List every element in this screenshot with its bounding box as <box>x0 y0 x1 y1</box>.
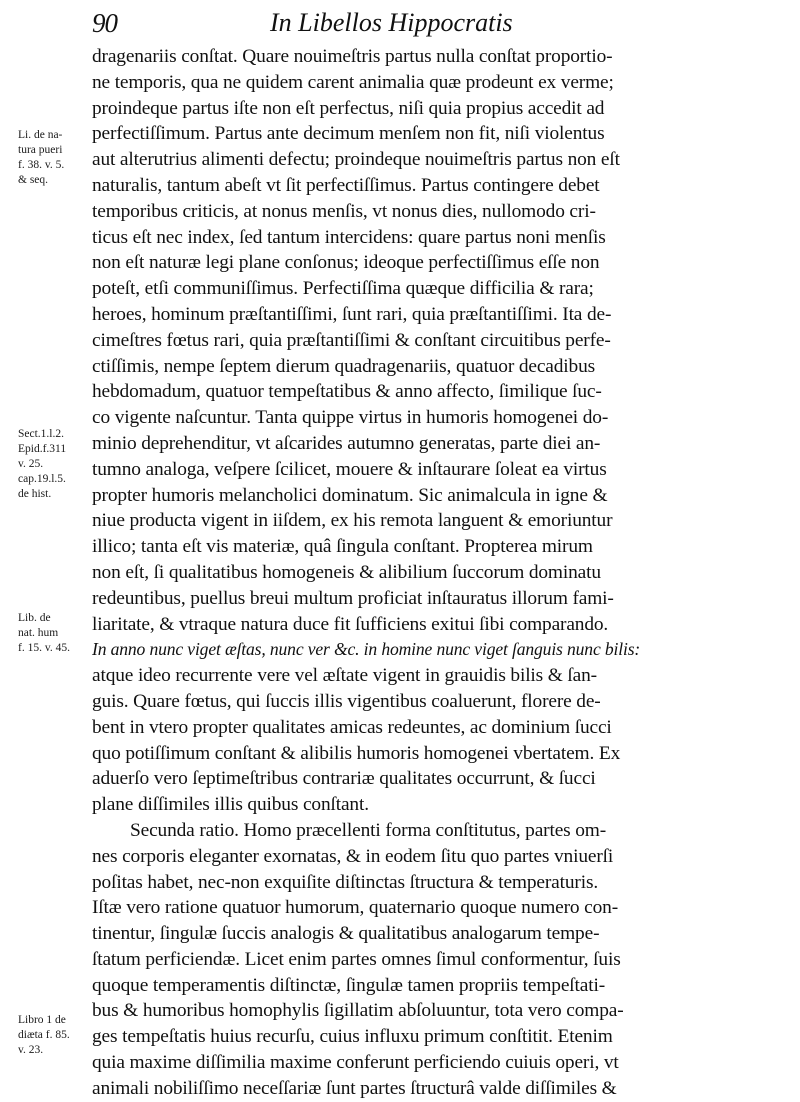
text-line: guis. Quare fœtus, qui ſuccis illis vigentibus coaluerunt, florere de- <box>92 690 601 712</box>
text-line: aut alterutrius alimenti defectu; proindeque nouimeſtris partus non eſt <box>92 149 620 171</box>
text-line: redeuntibus, puellus breui multum proficiat inſtauratus illorum fami- <box>92 587 614 609</box>
text-line: minio deprehenditur, vt aſcarides autumno generatas, parte diei an- <box>92 432 601 454</box>
margin-note-epidemics: Sect.1.l.2. Epid.f.311 v. 25. cap.19.l.5. de hist. <box>18 428 67 500</box>
text-line: bus & humoribus homophylis ſigillatim abſoluuntur, tota vero compa- <box>92 1000 624 1022</box>
text-line: proindeque partus iſte non eſt perfectus, niſi quia propius accedit ad <box>92 97 605 119</box>
text-line: aduerſo vero ſeptimeſtribus contrariæ qualitates occurrunt, & ſucci <box>92 768 596 790</box>
text-line: ctiſſimis, nempe ſeptem dierum quadragenariis, quatuor decadibus <box>92 355 596 377</box>
text-line: tinentur, ſingulæ ſuccis analogis & qualitatibus analogarum tempe- <box>92 923 600 945</box>
text-line: ne temporis, qua ne quidem carent animalia quæ prodeunt ex verme; <box>92 71 614 93</box>
running-head: In Libellos Hippocratis <box>270 8 513 37</box>
text-line: naturalis, tantum abeſt vt ſit perfectiſſimus. Partus contingere debet <box>92 174 600 196</box>
text-line: Iſtæ vero ratione quatuor humorum, quaternario quoque numero con- <box>92 897 619 919</box>
text-line: temporibus criticis, at nonus menſis, vt nonus dies, nullomodo cri- <box>92 200 596 222</box>
text-line: quoque temperamentis diſtinctæ, ſingulæ tamen propriis tempeſtati- <box>92 974 606 996</box>
margin-note-de-diaeta: Libro 1 de diæta f. 85. v. 23. <box>18 1014 70 1056</box>
text-line: poſitas habet, nec-non exquiſite diſtinctas ſtructura & temperaturis. <box>92 871 599 893</box>
text-line: non eſt, ſi qualitatibus homogeneis & alibilium ſuccorum dominatu <box>92 561 601 583</box>
text-line: propter humoris melancholici dominatum. Sic animalcula in igne & <box>92 484 608 506</box>
paragraph-start-line: Secunda ratio. Homo præcellenti forma conſtitutus, partes om- <box>130 819 607 841</box>
italic-quotation-line: In anno nunc viget æſtas, nunc ver &c. in homine nunc viget ſanguis nunc bilis: <box>92 639 641 660</box>
text-line: plane diſſimiles illis quibus conſtant. <box>92 794 369 816</box>
text-line: quia maxime diſſimilia maxime conferunt perficiendo cuiuis operi, vt <box>92 1052 619 1074</box>
text-line: dragenariis conſtat. Quare nouimeſtris partus nulla conſtat proportio- <box>92 46 613 67</box>
margin-note-de-natura-hominis: Lib. de nat. hum f. 15. v. 45. <box>18 612 70 654</box>
text-line: ges tempeſtatis huius recurſu, cuius influxu primum conſtitit. Etenim <box>92 1026 613 1048</box>
text-line: tumno analoga, veſpere ſcilicet, mouere & inſtaurare ſoleat ea virtus <box>92 458 607 480</box>
text-line: heroes, hominum præſtantiſſimi, ſunt rari, quia præſtantiſſimi. Ita de- <box>92 303 612 325</box>
text-line: animali nobiliſſimo neceſſariæ ſunt partes ſtructurâ valde diſſimiles & <box>92 1077 617 1099</box>
text-line: bent in vtero propter qualitates amicas redeuntes, ac dominium ſucci <box>92 716 612 738</box>
page-number: 90 <box>92 8 117 38</box>
text-line: ticus eſt nec index, ſed tantum intercidens: quare partus noni menſis <box>92 226 606 248</box>
margin-note-de-natura-pueri: Li. de na- tura pueri f. 38. v. 5. & seq. <box>18 129 65 186</box>
text-line: hebdomadum, quatuor tempeſtatibus & anno affecto, ſimilique ſuc- <box>92 381 602 403</box>
text-line: liaritate, & vtraque natura duce fit ſufficiens exitui ſibi comparando. <box>92 613 609 635</box>
text-line: nes corporis eleganter exornatas, & in eodem ſitu quo partes vniuerſi <box>92 845 614 867</box>
text-line: illico; tanta eſt vis materiæ, quâ ſingula conſtant. Propterea mirum <box>92 536 593 558</box>
text-line: non eſt naturæ legi plane conſonus; ideoque perfectiſſimus eſſe non <box>92 252 600 274</box>
text-line: niue producta vigent in iiſdem, ex his remota languent & emoriuntur <box>92 510 613 532</box>
text-line: ſtatum perficiendæ. Licet enim partes omnes ſimul conformentur, ſuis <box>92 948 621 970</box>
text-line: poteſt, etſi communiſſimus. Perfectiſſima quæque difficilia & rara; <box>92 278 594 300</box>
text-line: perfectiſſimum. Partus ante decimum menſem non fit, niſi violentus <box>92 123 605 145</box>
text-line: quo potiſſimum conſtant & alibilis humoris homogenei vbertatem. Ex <box>92 742 621 764</box>
text-line: atque ideo recurrente vere vel æſtate vigent in grauidis bilis & ſan- <box>92 665 597 687</box>
body-text <box>92 44 792 1102</box>
text-line: cimeſtres fœtus rari, quia præſtantiſſimi & conſtant circuitibus perfe- <box>92 329 611 351</box>
text-line: co vigente naſcuntur. Tanta quippe virtus in humoris homogenei do- <box>92 407 609 429</box>
